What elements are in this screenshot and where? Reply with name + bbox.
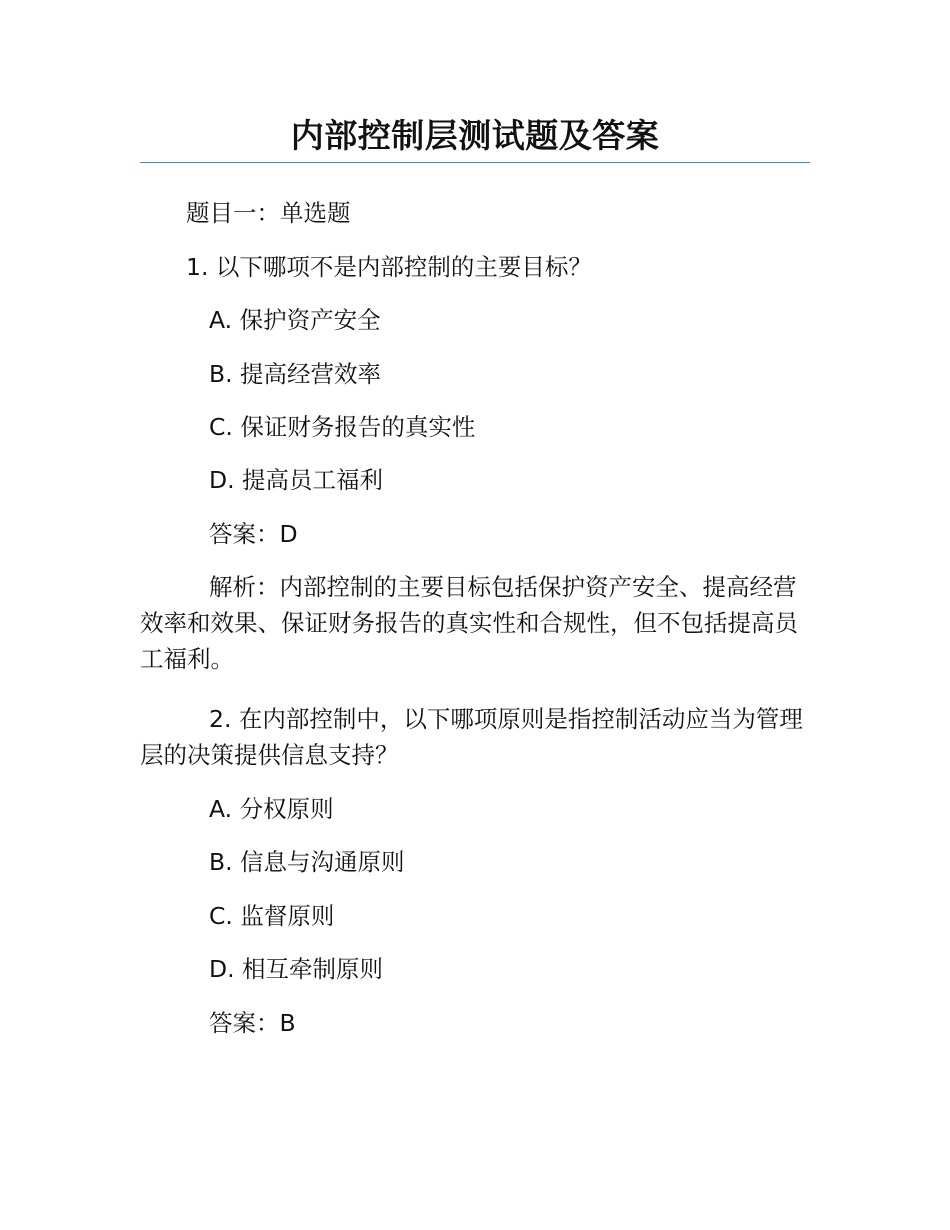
question-2-option-a: A. 分权原则: [209, 795, 334, 823]
question-1-text: 1. 以下哪项不是内部控制的主要目标？: [186, 253, 592, 281]
question-2-option-c: C. 监督原则: [209, 902, 335, 930]
question-2-option-b: B. 信息与沟通原则: [209, 848, 405, 876]
question-1-analysis: 解析：内部控制的主要目标包括保护资产安全、提高经营效率和效果、保证财务报告的真实性和合规性，但不包括提高员工福利。: [140, 573, 798, 673]
question-1-option-d: D. 提高员工福利: [209, 466, 384, 494]
question-2-answer: 答案：B: [209, 1009, 296, 1037]
question-2-text: 2. 在内部控制中，以下哪项原则是指控制活动应当为管理层的决策提供信息支持？: [140, 705, 803, 769]
question-1-option-c: C. 保证财务报告的真实性: [209, 413, 476, 441]
question-1-option-a: A. 保护资产安全: [209, 306, 381, 334]
title-underline: [140, 162, 810, 163]
document-title: 内部控制层测试题及答案: [290, 116, 660, 155]
question-1-option-b: B. 提高经营效率: [209, 360, 382, 388]
section-heading: 题目一：单选题: [186, 199, 351, 227]
question-1-answer: 答案：D: [209, 520, 298, 548]
question-2-option-d: D. 相互牵制原则: [209, 955, 384, 983]
